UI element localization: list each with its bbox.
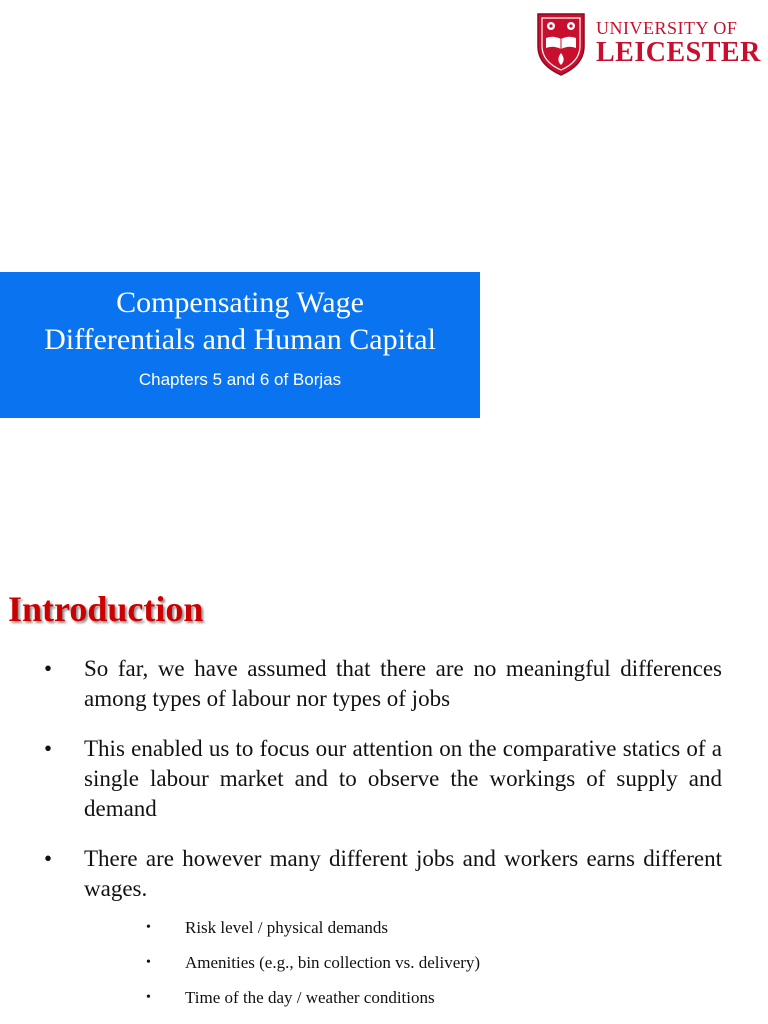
sub-bullet-dot-icon: •: [146, 990, 151, 1005]
logo-text: [596, 18, 761, 68]
bullet-item: [44, 654, 722, 714]
bullet-text: There are however many different jobs and workers earns different wages.: [84, 846, 722, 901]
page-title: Compensating Wage Differentials and Human Capital: [44, 286, 436, 356]
logo-line-university-of: UNIVERSITY OF: [596, 18, 738, 38]
sub-bullet-list: [146, 916, 666, 1021]
sub-bullet-text: Time of the day / weather conditions: [185, 988, 435, 1007]
logo-line-leicester: LEICESTER: [596, 37, 761, 68]
bullet-dot-icon: •: [44, 846, 53, 871]
sub-bullet-item: [146, 986, 666, 1010]
bullet-text: This enabled us to focus our attention on the comparative statics of a single labour market and to observe the workings of supply and demand: [84, 736, 722, 821]
bullet-text: So far, we have assumed that there are no meaningful differences among types of labour nor types of jobs: [84, 656, 722, 711]
introduction-heading: Introduction: [8, 589, 204, 629]
bullet-dot-icon: •: [44, 656, 53, 681]
bullet-item: [44, 844, 722, 904]
title-block: [0, 272, 480, 418]
sub-bullet-dot-icon: •: [146, 955, 151, 970]
university-logo: [536, 12, 768, 78]
page-subtitle: Chapters 5 and 6 of Borjas: [138, 370, 342, 389]
bullet-item: [44, 734, 722, 824]
bullet-dot-icon: •: [44, 736, 53, 761]
sub-bullet-item: [146, 951, 666, 975]
sub-bullet-text: Risk level / physical demands: [185, 918, 389, 937]
university-crest-icon: [536, 12, 586, 76]
sub-bullet-dot-icon: •: [146, 920, 151, 935]
bullet-list: [44, 654, 722, 924]
sub-bullet-text: Amenities (e.g., bin collection vs. delivery): [185, 953, 481, 972]
sub-bullet-item: [146, 916, 666, 940]
